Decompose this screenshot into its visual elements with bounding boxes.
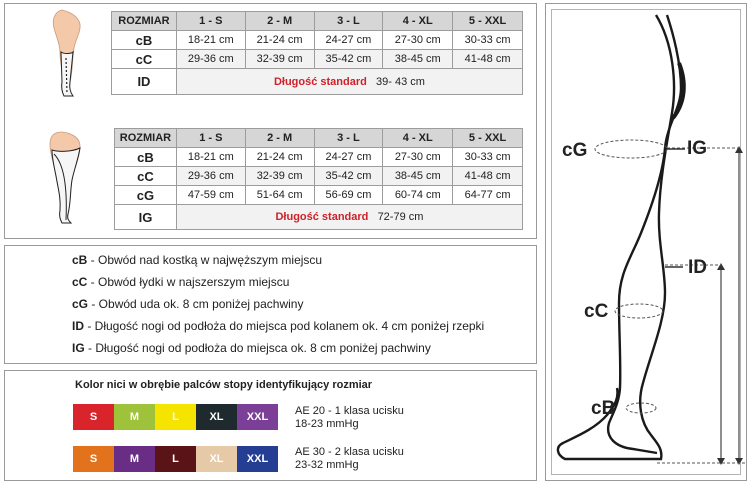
swatch-s: S <box>73 404 114 430</box>
table-cell: 51-64 cm <box>245 186 314 205</box>
row-label-ig: IG <box>115 205 177 230</box>
legend-key: IG <box>72 341 85 355</box>
legend-key: cC <box>72 275 88 289</box>
legend-text: - Długość nogi od podłoża do miejsca pod kolanem ok. 4 cm poniżej rzepki <box>84 319 485 333</box>
swatch-xxl: XXL <box>237 446 278 472</box>
table-cell: 32-39 cm <box>245 50 314 69</box>
header-m: 2 - M <box>245 129 314 148</box>
swatches-ae30 <box>73 446 278 472</box>
table-cell: 18-21 cm <box>176 148 245 167</box>
standard-length-label: Długość standard <box>275 211 369 223</box>
leg-front-outline <box>558 15 674 459</box>
label-cc: cC <box>584 301 609 322</box>
table-cell: 41-48 cm <box>453 50 523 69</box>
table-cell: 47-59 cm <box>176 186 245 205</box>
cg-measure-ellipse <box>595 140 667 158</box>
table-cell: 24-27 cm <box>314 31 383 50</box>
standard-length-label: Długość standard <box>273 75 367 88</box>
table-cell: 18-21 cm <box>176 31 245 50</box>
class-pressure: 23-32 mmHg <box>295 459 359 471</box>
standard-length-value: 72-79 cm <box>377 211 424 223</box>
header-xxl: 5 - XXL <box>453 129 523 148</box>
header-size: ROZMIAR <box>115 129 177 148</box>
standard-length-value: 39- 43 cm <box>376 75 425 88</box>
table-cell: 21-24 cm <box>245 31 314 50</box>
legend-item-ig <box>72 341 431 355</box>
swatch-l: L <box>155 446 196 472</box>
header-s: 1 - S <box>176 12 245 31</box>
swatch-s: S <box>73 446 114 472</box>
class-pressure: 18-23 mmHg <box>295 418 359 430</box>
table-cell: 29-36 cm <box>176 50 245 69</box>
legend-item-cc <box>72 275 289 289</box>
legend-key: ID <box>72 319 84 333</box>
length-cell <box>176 69 522 95</box>
table-cell: 27-30 cm <box>383 148 453 167</box>
legend-text: - Obwód uda ok. 8 cm poniżej pachwiny <box>88 297 304 311</box>
table-cell: 38-45 cm <box>383 50 453 69</box>
length-cell <box>176 205 522 230</box>
header-size: ROZMIAR <box>112 12 177 31</box>
table-cell: 30-33 cm <box>453 148 523 167</box>
row-label-id: ID <box>112 69 177 95</box>
knee-stocking-icon <box>40 8 95 98</box>
swatch-xl: XL <box>196 446 237 472</box>
row-label-cb: cB <box>115 148 177 167</box>
legend-key: cB <box>72 253 88 267</box>
legend-text: - Długość nogi od podłoża do miejsca ok. 8 cm poniżej pachwiny <box>84 341 431 355</box>
size-table-thigh <box>114 128 523 230</box>
swatches-ae20 <box>73 404 278 430</box>
label-cb: cB <box>591 398 616 419</box>
swatch-m: M <box>114 446 155 472</box>
header-xl: 4 - XL <box>383 129 453 148</box>
thigh-stocking-icon <box>38 130 98 225</box>
table-cell: 60-74 cm <box>383 186 453 205</box>
label-id: ID <box>688 257 707 278</box>
header-xxl: 5 - XXL <box>453 12 523 31</box>
table-cell: 30-33 cm <box>453 31 523 50</box>
row-label-cc: cC <box>112 50 177 69</box>
swatch-m: M <box>114 404 155 430</box>
leg-measurement-diagram <box>545 3 747 481</box>
table-cell: 35-42 cm <box>314 167 383 186</box>
swatch-xl: XL <box>196 404 237 430</box>
swatch-xxl: XXL <box>237 404 278 430</box>
table-cell: 32-39 cm <box>245 167 314 186</box>
header-l: 3 - L <box>314 12 383 31</box>
table-cell: 27-30 cm <box>383 31 453 50</box>
label-cg: cG <box>562 140 588 161</box>
table-cell: 29-36 cm <box>176 167 245 186</box>
cc-measure-ellipse <box>615 304 663 318</box>
table-cell: 56-69 cm <box>314 186 383 205</box>
table-cell: 41-48 cm <box>453 167 523 186</box>
row-label-cc: cC <box>115 167 177 186</box>
legend-item-cg <box>72 297 303 311</box>
table-cell: 24-27 cm <box>314 148 383 167</box>
row-label-cg: cG <box>115 186 177 205</box>
legend-item-id <box>72 319 484 333</box>
legend-text: - Obwód nad kostką w najwęższym miejscu <box>87 253 323 267</box>
legend-item-cb <box>72 253 322 267</box>
class-ae30 <box>295 446 404 472</box>
header-xl: 4 - XL <box>383 12 453 31</box>
class-name: AE 20 - 1 klasa ucisku <box>295 405 404 417</box>
legend-key: cG <box>72 297 89 311</box>
header-s: 1 - S <box>176 129 245 148</box>
table-cell: 64-77 cm <box>453 186 523 205</box>
color-codes-title: Kolor nici w obrębie palców stopy identyfikujący rozmiar <box>75 379 373 391</box>
size-table-knee <box>111 11 523 95</box>
class-ae20 <box>295 405 404 431</box>
class-name: AE 30 - 2 klasa ucisku <box>295 446 404 458</box>
header-m: 2 - M <box>245 12 314 31</box>
table-cell: 21-24 cm <box>245 148 314 167</box>
label-ig: IG <box>687 138 708 159</box>
row-label-cb: cB <box>112 31 177 50</box>
header-l: 3 - L <box>314 129 383 148</box>
table-cell: 35-42 cm <box>314 50 383 69</box>
swatch-l: L <box>155 404 196 430</box>
leg-back-outline <box>608 15 681 453</box>
table-cell: 38-45 cm <box>383 167 453 186</box>
legend-text: - Obwód łydki w najszerszym miejscu <box>87 275 290 289</box>
